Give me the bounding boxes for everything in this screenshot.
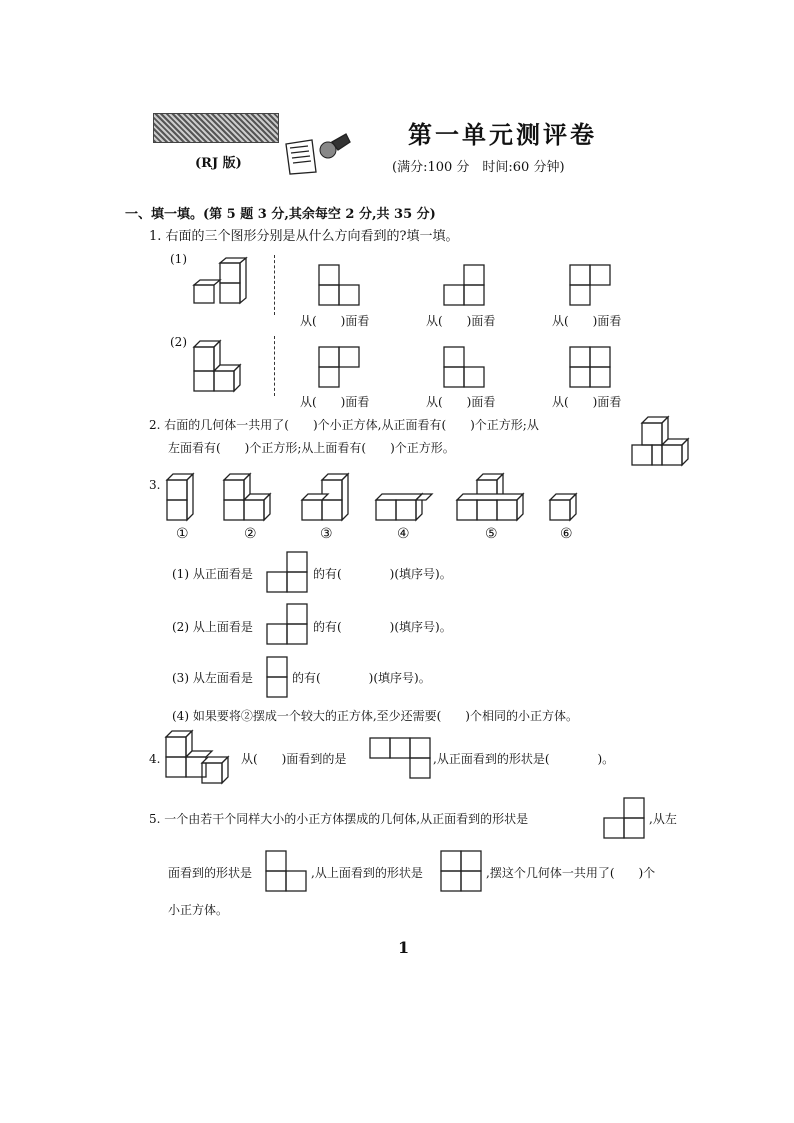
q3-num: 3. — [149, 478, 161, 492]
q3-3-shape — [266, 656, 290, 698]
q5-front-shape — [603, 797, 647, 839]
q5-line3: 小正方体。 — [168, 903, 229, 917]
q1-part1-label: (1) — [170, 252, 187, 266]
q3-solid-6 — [548, 490, 584, 524]
q3-2-suffix[interactable]: 的有( )(填序号)。 — [313, 620, 452, 634]
q1-2-answer-a[interactable]: 从( )面看 — [300, 395, 370, 409]
q4-solid — [164, 731, 238, 785]
q5-line2-c[interactable]: ,摆这个几何体一共用了( )个 — [486, 866, 656, 880]
q1-2-answer-c[interactable]: 从( )面看 — [552, 395, 622, 409]
q3-2-prefix: (2) 从上面看是 — [172, 620, 253, 634]
q5-line1-end: ,从左 — [649, 812, 677, 826]
q1-1-view-b — [443, 264, 487, 306]
q1-2-view-a — [318, 346, 362, 388]
score-time-info: (满分:100 分 时间:60 分钟) — [392, 160, 565, 175]
divider-dashed — [274, 255, 275, 315]
q2-text-line2: 左面看有( )个正方形;从上面看有( )个正方形。 — [168, 441, 455, 455]
q3-label-4: ④ — [397, 526, 410, 542]
q2-solid — [630, 417, 690, 469]
q3-1-prefix: (1) 从正面看是 — [172, 567, 253, 581]
q1-1-view-c — [569, 264, 613, 306]
q3-3-suffix[interactable]: 的有( )(填序号)。 — [292, 671, 431, 685]
q4-text-b[interactable]: ,从正面看到的形状是( )。 — [433, 752, 615, 766]
q3-solid-2 — [222, 474, 282, 524]
q3-solid-1 — [165, 474, 199, 524]
q3-1-suffix[interactable]: 的有( )(填序号)。 — [313, 567, 452, 581]
q3-solid-3 — [300, 474, 360, 524]
q1-text: 1. 右面的三个图形分别是从什么方向看到的?填一填。 — [149, 229, 459, 244]
q2-text-line1: 2. 右面的几何体一共用了( )个小正方体,从正面看有( )个正方形;从 — [149, 418, 539, 432]
q1-2-answer-b[interactable]: 从( )面看 — [426, 395, 496, 409]
q5-line2-a: 面看到的形状是 — [168, 866, 253, 880]
page-number: 1 — [398, 938, 410, 957]
stamp-decoration — [153, 113, 279, 143]
q1-part2-label: (2) — [170, 335, 187, 349]
q3-label-3: ③ — [320, 526, 333, 542]
q4-text-a[interactable]: 从( )面看到的是 — [241, 752, 347, 766]
divider-dashed-2 — [274, 336, 275, 396]
q5-left-shape — [265, 850, 309, 892]
q3-label-5: ⑤ — [485, 526, 498, 542]
q5-line2-b: ,从上面看到的形状是 — [311, 866, 423, 880]
section-heading: 一、填一填。(第 5 题 3 分,其余每空 2 分,共 35 分) — [125, 207, 436, 222]
q1-1-answer-c[interactable]: 从( )面看 — [552, 314, 622, 328]
book-telescope-icon — [282, 128, 352, 178]
q3-label-1: ① — [176, 526, 189, 542]
q3-solid-5 — [455, 474, 531, 524]
q4-num: 4. — [149, 752, 161, 766]
q3-label-2: ② — [244, 526, 257, 542]
q1-2-view-c — [569, 346, 613, 388]
q3-3-prefix: (3) 从左面看是 — [172, 671, 253, 685]
q5-top-shape — [440, 850, 484, 892]
q1-2-view-b — [443, 346, 487, 388]
q5-line1: 5. 一个由若干个同样大小的小正方体摆成的几何体,从正面看到的形状是 — [149, 812, 529, 826]
q1-solid-2 — [192, 341, 252, 393]
page-title: 第一单元测评卷 — [408, 120, 597, 149]
q3-solid-4 — [374, 490, 438, 524]
q3-1-shape — [266, 551, 310, 593]
q3-2-shape — [266, 603, 310, 645]
q3-4-text[interactable]: (4) 如果要将②摆成一个较大的正方体,至少还需要( )个相同的小正方体。 — [172, 709, 578, 723]
q3-label-6: ⑥ — [560, 526, 573, 542]
q1-1-view-a — [318, 264, 362, 306]
q4-view-shape — [369, 737, 433, 779]
edition-label: (RJ 版) — [195, 156, 242, 171]
q1-solid-1 — [192, 258, 252, 308]
q1-1-answer-b[interactable]: 从( )面看 — [426, 314, 496, 328]
q1-1-answer-a[interactable]: 从( )面看 — [300, 314, 370, 328]
